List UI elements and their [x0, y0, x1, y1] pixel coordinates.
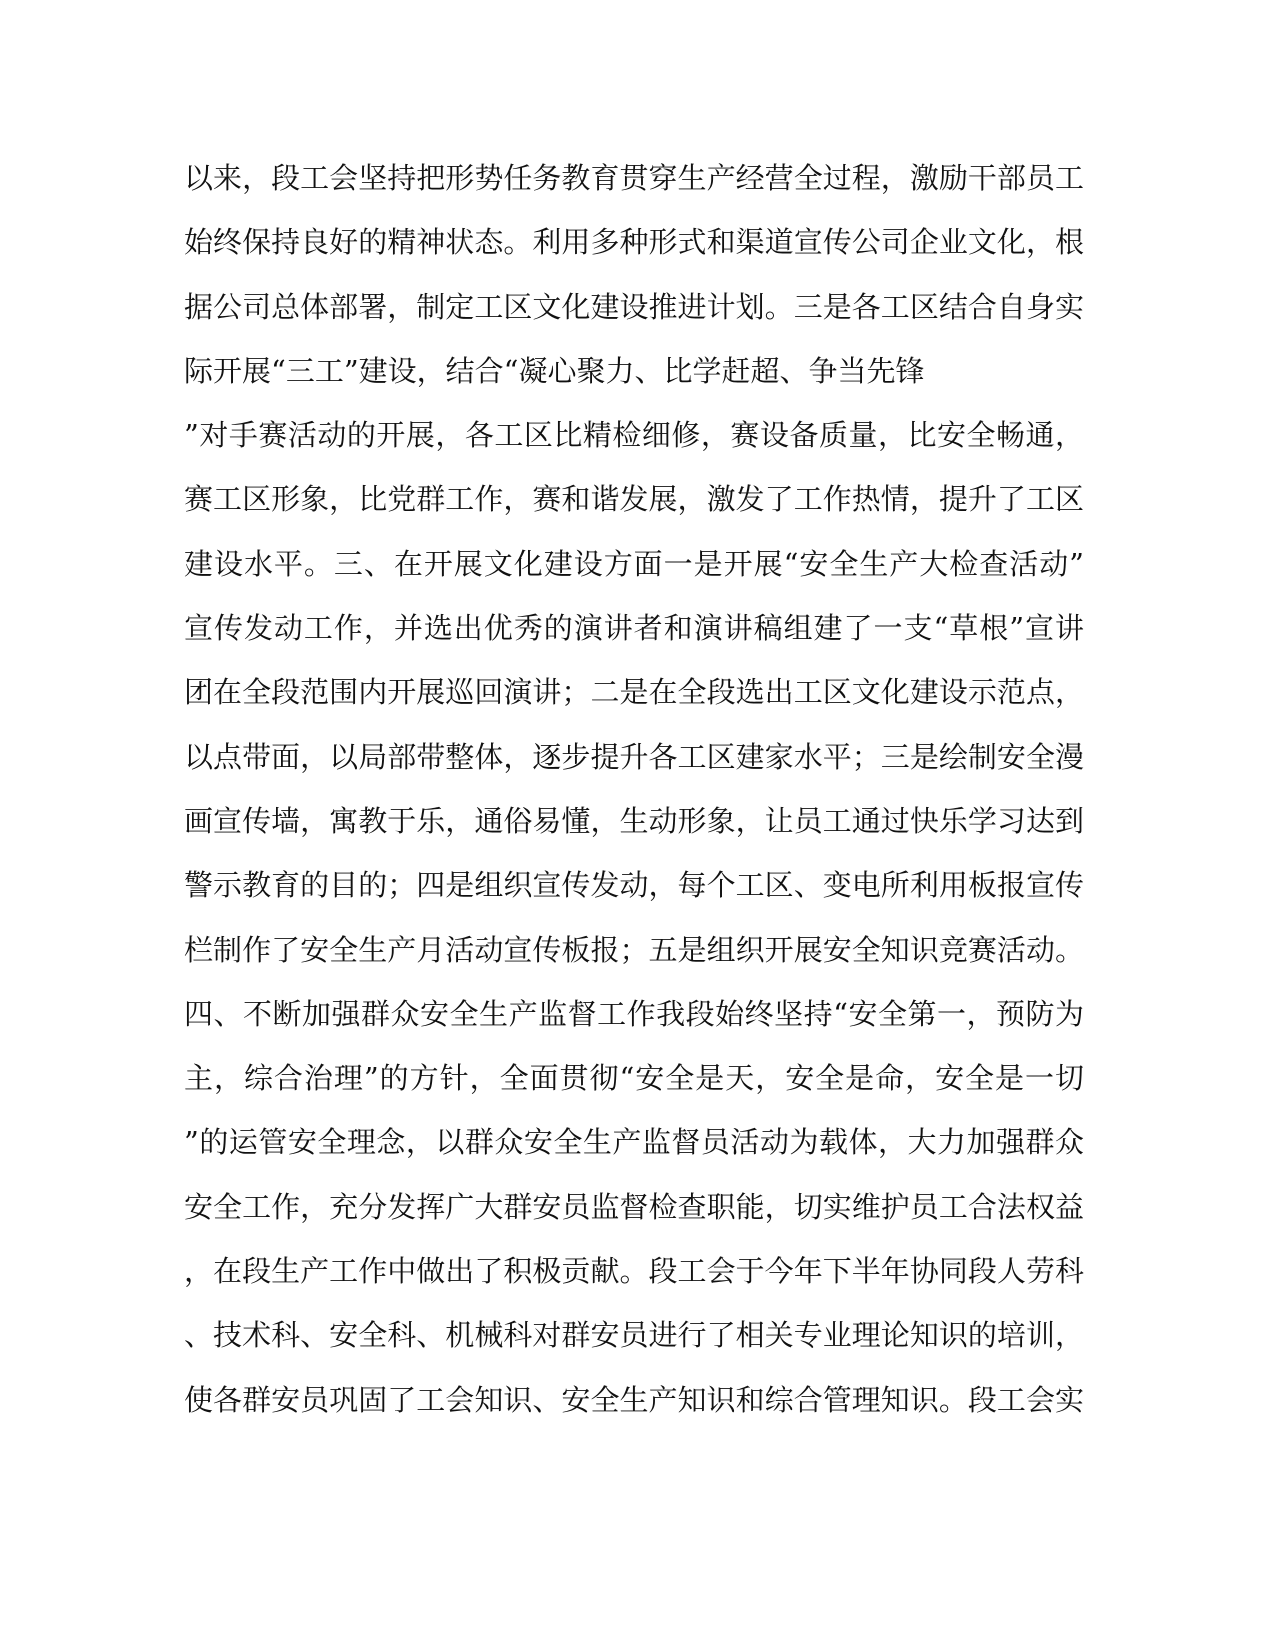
- text-line: 始终保持良好的精神状态。利用多种形式和渠道宣传公司企业文化，根: [184, 225, 1084, 260]
- text-line: 据公司总体部署，制定工区文化建设推进计划。三是各工区结合自身实: [184, 289, 1084, 324]
- text-line: 赛工区形象，比党群工作，赛和谐发展，激发了工作热情，提升了工区: [184, 482, 1084, 517]
- text-line: 、技术科、安全科、机械科对群安员进行了相关专业理论知识的培训，: [184, 1318, 1084, 1353]
- text-line: 画宣传墙，寓教于乐，通俗易懂，生动形象，让员工通过快乐学习达到: [184, 803, 1084, 838]
- text-line: 栏制作了安全生产月活动宣传板报；五是组织开展安全知识竞赛活动。: [184, 932, 1084, 967]
- text-line: 安全工作，充分发挥广大群安员监督检查职能，切实维护员工合法权益: [184, 1189, 1084, 1224]
- text-line: 以点带面，以局部带整体，逐步提升各工区建家水平；三是绘制安全漫: [184, 739, 1084, 774]
- body-text: [184, 146, 1084, 1432]
- text-line: ”对手赛活动的开展，各工区比精检细修，赛设备质量，比安全畅通，: [184, 418, 1084, 453]
- text-line: 使各群安员巩固了工会知识、安全生产知识和综合管理知识。段工会实: [184, 1382, 1084, 1417]
- text-line: ，在段生产工作中做出了积极贡献。段工会于今年下半年协同段人劳科: [184, 1254, 1084, 1289]
- text-line: 以来，段工会坚持把形势任务教育贯穿生产经营全过程，激励干部员工: [184, 161, 1084, 195]
- text-line: 际开展“三工”建设，结合“凝心聚力、比学赶超、争当先锋: [184, 353, 925, 388]
- text-line: 警示教育的目的；四是组织宣传发动，每个工区、变电所利用板报宣传: [184, 868, 1084, 903]
- text-line: 主，综合治理”的方针，全面贯彻“安全是天，安全是命，安全是一切: [184, 1061, 1084, 1096]
- text-line: 四、不断加强群众安全生产监督工作我段始终坚持“安全第一，预防为: [184, 996, 1084, 1031]
- text-line: 建设水平。三、在开展文化建设方面一是开展“安全生产大检查活动”: [184, 546, 1084, 581]
- text-line: ”的运管安全理念，以群众安全生产监督员活动为载体，大力加强群众: [184, 1125, 1084, 1160]
- text-line: 团在全段范围内开展巡回演讲；二是在全段选出工区文化建设示范点，: [184, 675, 1084, 710]
- text-line: 宣传发动工作，并选出优秀的演讲者和演讲稿组建了一支“草根”宣讲: [184, 611, 1084, 646]
